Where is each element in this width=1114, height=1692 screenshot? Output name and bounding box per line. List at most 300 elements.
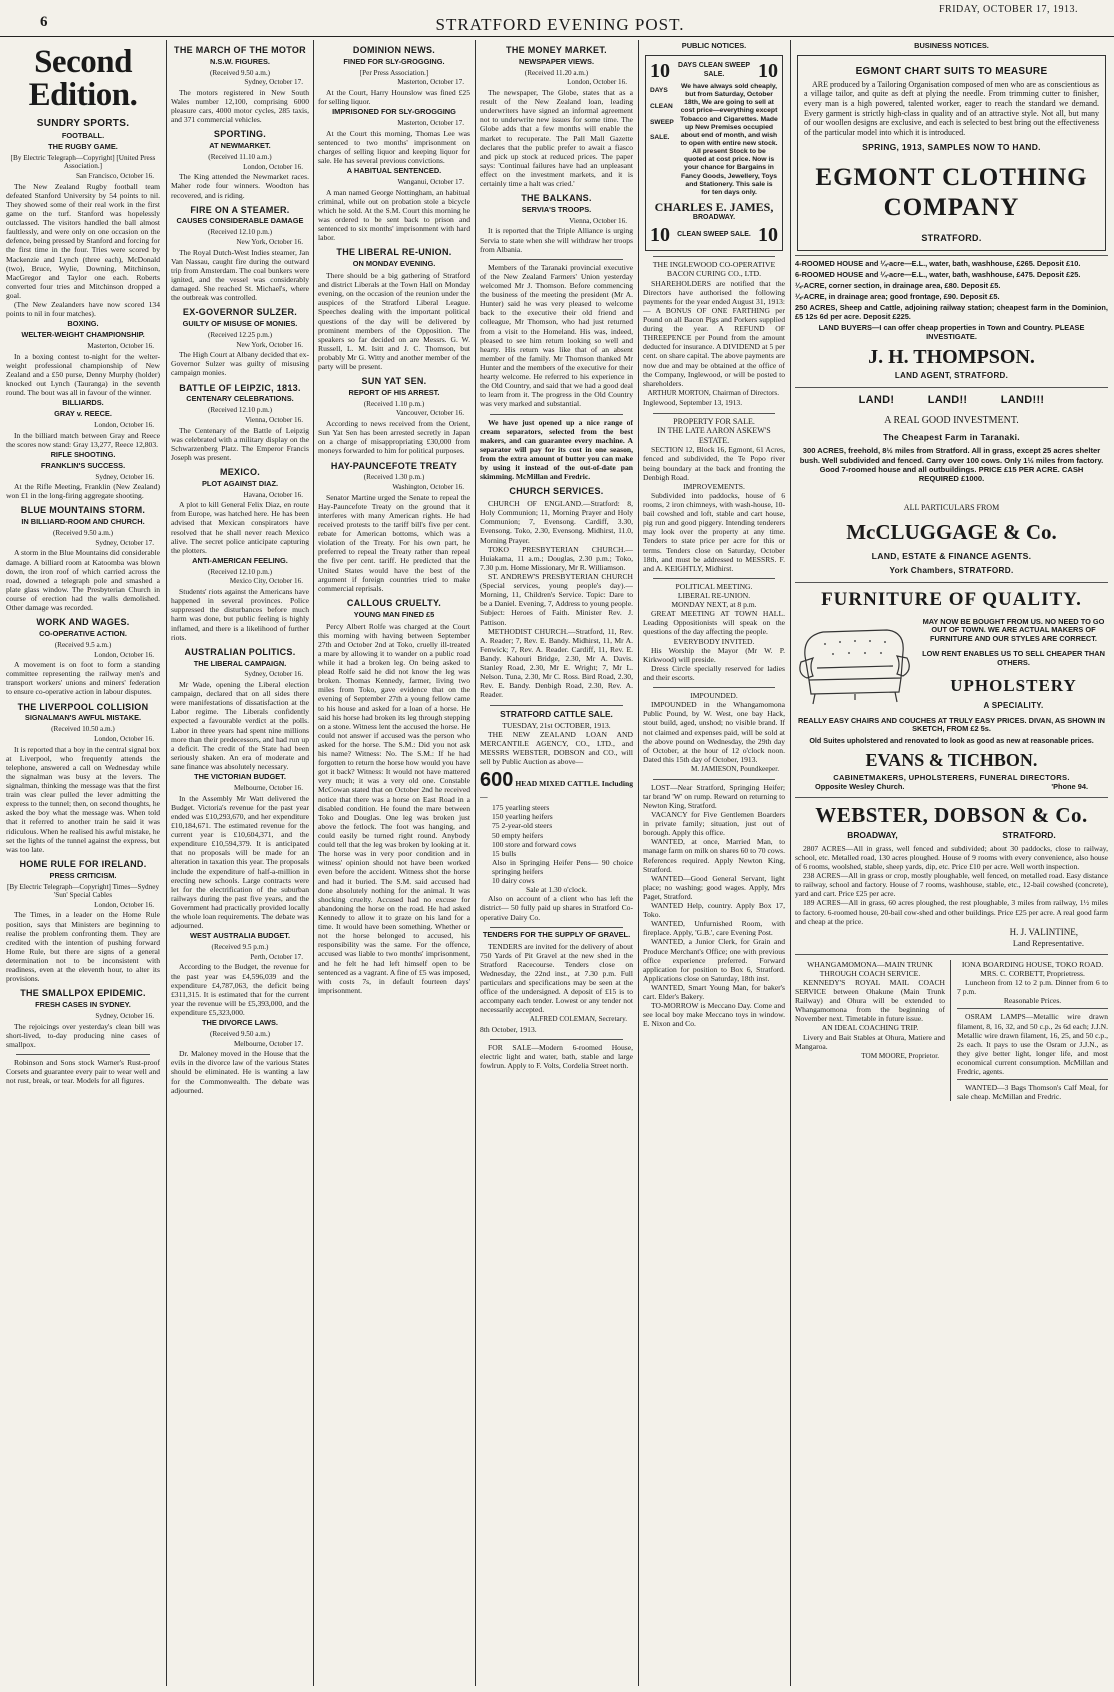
coach-text: KENNEDY'S ROYAL MAIL COACH SERVICE between Ohakune (Main Trunk Railway) and Ohura will be extended to Whangamomona from the beginning of November next. Timetable in future issue. (795, 977, 945, 1024)
habitual-subheading: A HABITUAL SENTENCED. (346, 166, 442, 176)
sale-side-label: SALE. (650, 134, 670, 142)
storm-subheading: IN BILLIARD-ROOM AND CHURCH. (21, 517, 145, 527)
thompson-role: LAND AGENT, STRATFORD. (894, 371, 1009, 381)
business-notices-heading: BUSINESS NOTICES. (914, 41, 989, 50)
dateline: Sydney, October 17. (244, 78, 303, 87)
bacon-date: Inglewood, September 13, 1913. (643, 398, 743, 408)
smallpox-subheading: FRESH CASES IN SYDNEY. (35, 1000, 131, 1010)
divider (653, 687, 775, 688)
classified-ad: WANTED, at once, Married Man, to manage farm on milk on shares 60 to 70 cows. References required. Apply Newton King, Stratford. (643, 837, 785, 874)
classified-ad: WANTED, Smart Young Man, for baker's cart. Elder's Bakery. (643, 983, 785, 1002)
received-line: (Received 9.50 a.m.) (209, 1029, 271, 1038)
sale-top-row (650, 59, 778, 83)
chart-suits-text: ARE produced by a Tailoring Organisation composed of men who are as conscientious as a village tailor, and quite as deft at plying the needle. From trimming cutter to finisher, every man is a high powered, talented worker, eager to reach the standard we demand. Every garment is strictly high-class in quality and of an attractive style. Not all, but many of our woollen designs are exclusive, and each is selected to best bring out the effectiveness of the particular model into which it is introduced. (804, 79, 1099, 137)
coach-ad (795, 960, 951, 1102)
liberal-reunion-heading: THE LIBERAL RE-UNION. (336, 247, 452, 258)
public-notices-heading: PUBLIC NOTICES. (681, 41, 747, 50)
anti-american-subheading: ANTI-AMERICAN FEELING. (192, 555, 288, 565)
mccluggage-subheading: LAND, ESTATE & FINANCE AGENTS. (871, 550, 1032, 561)
mccluggage-name: McCLUGGAGE & Co. (846, 520, 1057, 545)
divider (490, 414, 623, 415)
article-text: According to news received from the Orient, Sun Yat Sen has been arrested secretly in Japan on a charge of misappropriating £30,000 from moneys forwarded to him for political purposes. (318, 419, 470, 456)
church-listing: ST. ANDREW'S PRESBYTERIAN CHURCH (Special services, young people's day).—Morning, 11, Children's Service. Topic: Dare to be a Daniel. Evening, 7, Address to young people. Subject: Heroes of Faith. Minister Rev. J. Pattison. (480, 571, 633, 627)
article-text: Dr. Maloney moved in the House that the evils in the divorce law of the various States should be eliminated. He is wanting a law for the Commonwealth. The debate was adjourned. (171, 1049, 309, 1095)
article-text: At the Court this morning, Thomas Lee was sentenced to two months' imprisonment on charges of selling liquor and keeping liquor for sale. He has several previous convictions. (318, 128, 470, 166)
thompson-name: J. H. THOMPSON. (868, 346, 1035, 369)
received-line: (Received 9.50 a.m.) (52, 529, 114, 538)
hay-pauncefote-heading: HAY-PAUNCEFOTE TREATY (330, 460, 458, 471)
webster-dobson-name: WEBSTER, DOBSON & Co. (815, 802, 1088, 827)
divider (957, 1079, 1108, 1080)
iona-text: Luncheon from 12 to 2 p.m. Dinner from 6 to 7 p.m. (957, 978, 1108, 997)
divider (16, 1054, 150, 1055)
church-listing: CHURCH OF ENGLAND.—Stratford: 8, Holy Communion; 11, Morning Prayer and Holy Communion; 7, Evensong. Cardiff, 3.30, Evensong. Toko, 2.30, Evensong. Midhirst, 11.0, Morning Prayer. (480, 499, 633, 545)
received-line: (Received 9.5 a.m.) (54, 640, 112, 649)
liverpool-subheading: SIGNALMAN'S AWFUL MISTAKE. (24, 713, 142, 723)
article-text: At the Court, Harry Hounslow was fined £25 for selling liquor. (318, 87, 470, 107)
column-rule (638, 40, 639, 1686)
corset-ad: Robinson and Sons stock Warner's Rust-proof Corsets and guarantee every pair to wear well and not rust, break, or tear. Models for all figures. (6, 1057, 160, 1086)
furniture-text: Old Suites upholstered and renovated to look as good as new at reasonable prices. (809, 736, 1094, 746)
classified-ad: WANTED—Good General Servant, light place; no washing; good wages. Apply, Mrs Paget, Stratford. (643, 873, 785, 901)
coach-trip: AN IDEAL COACHING TRIP. (821, 1023, 919, 1033)
dateline: Melbourne, October 17. (233, 1039, 303, 1048)
dateline: London, October 16. (94, 421, 154, 429)
fined-5-subheading: YOUNG MAN FINED £5 (353, 609, 435, 619)
masthead (0, 0, 1114, 37)
sale-side-labels (650, 83, 676, 197)
cattle-item: 75 2-year-old steers (492, 821, 553, 831)
askew-heading: IN THE LATE AARON ASKEW'S ESTATE. (657, 426, 771, 445)
received-line: (Received 1.30 p.m.) (363, 473, 425, 482)
wd-listings (795, 844, 1108, 926)
dateline: New York, October 16. (236, 237, 303, 246)
dateline: Washington, October 16. (392, 483, 464, 491)
mexico-heading: MEXICO. (219, 466, 261, 477)
column-rule (313, 40, 314, 1686)
column-3 (318, 40, 470, 1686)
cattle-sale-time: Sale at 1.30 o'clock. (525, 885, 588, 895)
particulars-line: ALL PARTICULARS FROM (903, 502, 1000, 512)
newspaper-views-subheading: NEWSPAPER VIEWS. (518, 56, 594, 66)
article-text: It is reported that a boy in the central signal box at Liverpool, who frequently attends the telephone, answered a call on Wednesday while the signalman was busy at the levers. The signalman, thinking the message was that the first train was clear pulled the lever admitting the express to the tunnel; then, on second thoughts, he asked the boy what the message was. When told that it referred to another train he said it was ridiculous. When he realised his awful mistake, he set the lights of the tunnel against the express, but was too late. (6, 744, 160, 854)
farm-listing: 2807 ACRES—All in grass, well fenced and subdivided; about 30 paddocks, close to railway, school, etc. Metalled road, 130 acres ploughed. House of 9 rooms with every convenience, also house of 6 rooms, woolshed, stable, sheep yards, dip, etc. Price £10 per acre. Well worth inspection. (795, 843, 1108, 872)
egmont-clothing-ad (797, 55, 1106, 252)
sun-yat-sen-heading: SUN YAT SEN. (361, 376, 427, 387)
farm-listing: 238 ACRES—All in grass or crop, mostly ploughable, well fenced, on metalled road. Easy distance to railway, school and factory. House of 7 rooms, washhouse, stable, etc., 12-bail cowshed (concrete), yard and cart. Price £25 per acre. (795, 871, 1108, 899)
billiards-heading: BILLIARDS. (62, 398, 104, 408)
cattle-list (480, 803, 633, 885)
article-text: In a boxing contest to-night for the welter-weight professional championship of New Zealand and a £50 purse, Denny Murphy (holder) knocked out Lynch (Tauranga) in the seventh round. The bout was all in favour of the winner. (6, 351, 160, 398)
dateline: Wanganui, October 17. (397, 178, 464, 186)
political-date: MONDAY NEXT, at 8 p.m. (671, 600, 757, 610)
dateline: San Francisco, October 16. (75, 172, 154, 181)
coach-heading: WHANGAMOMONA—MAIN TRUNK THROUGH COACH SERVICE. (807, 959, 933, 978)
classified-ad: LOST—Near Stratford, Springing Heifer; tar brand 'W' on rump. Reward on returning to Newton King, Stratford. (643, 782, 785, 810)
farm-listing: 189 ACRES—All in grass, 60 acres ploughed, the rest ploughable, 3 miles from railway, 1½ miles to factory. 6-roomed house, 20-bail cow-shed and other buildings. Price £25 per acre. A real good farm and cheap at the price. (795, 898, 1108, 926)
column-2 (171, 40, 309, 1686)
article-text: In the billiard match between Gray and Reece the scores now stand: Gray 13,277, Reece 12,803. (6, 430, 160, 449)
divider (795, 255, 1108, 256)
cattle-item: 100 store and forward cows (492, 839, 577, 849)
article-text: The New Zealand Rugby football team defeated Stanford University by 54 points to nil. They showed some of their real work in the first game on the turf. Stanford was hopelessly outclassed. The visitors handled the ball almost faultlessly, and were only on one occasion on the defence, being pressed by Stanford and forcing for the first time in the four. Tries were scored by Mackenzie and Lynch (three each), McDonald (two), Bruce, Wylie, Downing, Mitchinson, MacGregor and Taylor one each. Roberts converted four tries and Mitchinson dropped a goal. (6, 181, 160, 300)
impounded-heading: IMPOUNDED. (690, 691, 738, 701)
sale-days-right: 10 (758, 223, 778, 246)
cattle-item: 15 bulls (492, 848, 517, 858)
imprisoned-subheading: IMPRISONED FOR SLY-GROGGING (332, 107, 456, 117)
political-subheading: LIBERAL RE-UNION. (677, 591, 751, 601)
divider (653, 413, 775, 414)
sale-bottom-row (650, 223, 778, 247)
newmarket-subheading: AT NEWMARKET. (209, 141, 271, 151)
dateline: Melbourne, October 16. (233, 784, 303, 793)
column-4 (480, 40, 633, 1686)
received-line: (Received 1.10 p.m.) (363, 399, 425, 408)
divider (653, 256, 775, 257)
property-listing: 250 ACRES, Sheep and Cattle, adjoining railway station; cheapest farm in the Dominion, £5 12s 6d per acre. Deposit £225. (795, 302, 1108, 321)
dateline: Masterton, October 16. (87, 342, 154, 351)
sale-top-label: DAYS CLEAN SWEEP SALE. (677, 62, 751, 78)
evans-contact (795, 783, 1108, 792)
sporting-heading: SPORTING. (213, 129, 267, 140)
property-listing: ¼-ACRE, in drainage area; good frontage, £90. Deposit £5. (795, 292, 1000, 302)
separator-ad: We have just opened up a nice range of cream separators, selected from the best makers, and can guarantee every machine. A separator will pay for its cost in one season, from the extra amount of butter you can make by using it instead of the out-of-date pan skimming. McMillan and Fredric. (480, 417, 633, 482)
church-listing: TOKO PRESBYTERIAN CHURCH.—Huiakama, 11 a.m.; Douglas, 2.30 p.m.; Toko, 7.30 p.m. Home Missionary, Mr R. Williamson. (480, 544, 633, 572)
article-text: The Times, in a leader on the Home Rule position, says that Ministers are beginning to realise the problem confronting them. They are credited with the intention of pushing forward Home Rule, but there are signs of a general determination not to be inconsistent with readiness, even at the eleventh hour, to alter its provisions. (6, 910, 160, 984)
property-listing: LAND BUYERS—I can offer cheap properties in Town and Country. PLEASE INVESTIGATE. (818, 322, 1085, 341)
article-text: The Centenary of the Battle of Leipzig was celebrated with a military display on the Schwarzenberg Platz. The Emperor Francis Joseph was present. (171, 425, 309, 462)
sale-days-left: 10 (650, 223, 670, 246)
wd-representative: Land Representative. (1012, 938, 1084, 948)
impounded-signature: M. JAMIESON, Poundkeeper. (690, 764, 779, 773)
dateline: Sydney, October 17. (95, 538, 154, 547)
cattle-sale-intro: THE NEW ZEALAND LOAN AND MERCANTILE AGENCY, CO., LTD., and MESSRS WEBSTER, DOBSON and CO., will sell by Public Auction as above— (480, 729, 633, 767)
improvements-heading: IMPROVEMENTS. (683, 481, 745, 491)
sale-text: We have always sold cheaply, but from Saturday, October 18th, We are going to sell at cost price—everything except Tobacco and Cigarettes. Made up New Premises occupied about end of month, and wish to open with entire new stock. All present Stock to be quoted at cost price. Now is your chance for Bargains in Fancy Goods, Jewellery, Toys and Stationery. This sale is for ten days only. (680, 82, 778, 196)
upholstery-subheading: A SPECIALITY. (983, 701, 1044, 711)
credit-line: [Per Press Association.] (359, 68, 429, 77)
divider (795, 797, 1108, 798)
furniture-text: MAY NOW BE BOUGHT FROM US. NO NEED TO GO OUT OF TOWN. WE ARE ACTUAL MAKERS OF FURNITURE AND OUR STYLES ARE CORRECT. (922, 616, 1105, 644)
work-subheading: CO-OPERATIVE ACTION. (39, 628, 127, 638)
fire-subheading: CAUSES CONSIDERABLE DAMAGE (176, 216, 304, 226)
furniture-copy (919, 616, 1108, 714)
sale-side-label: SWEEP (650, 118, 674, 126)
homerule-subheading: PRESS CRITICISM. (49, 870, 117, 880)
rugby-heading: THE RUGBY GAME. (48, 141, 118, 151)
dateline: Mexico City, October 16. (229, 577, 303, 586)
dateline: London, October 16. (94, 734, 154, 743)
dateline: Havana, October 16. (243, 490, 303, 499)
tender-signature: ALFRED COLEMAN, Secretary. (529, 1015, 627, 1024)
iona-osram-ads (957, 960, 1108, 1102)
work-heading: WORK AND WAGES. (36, 617, 130, 628)
article-text: In the Assembly Mr Watt delivered the Budget. Victoria's revenue for the past year ended was £10,293,670, and her expenditure £10,184,671. The estimated revenue for the current year is £10,604,371, and the expenditure £10,594,379. It is anticipated that no proposals will be made for an alteration in taxation this year. The proposals include the expenditure of half-a-million in erecting new schools. Large contracts were let for the electrification of the suburban railways during the past five years, and the Government had practically provided locally the whole loan requirements. The debate was adjourned. (171, 793, 309, 931)
cattle-item: Also in Springing Heifer Pens— 90 choice springing heifers (492, 857, 633, 877)
property-heading: PROPERTY FOR SALE. (673, 416, 755, 426)
homerule-heading: HOME RULE FOR IRELAND. (19, 858, 147, 869)
cattle-headline (480, 768, 633, 801)
dateline: New York, October 16. (236, 340, 303, 349)
dateline: Vancouver, October 16. (396, 409, 464, 418)
victorian-budget-subheading: THE VICTORIAN BUDGET. (194, 772, 286, 782)
sale-days-left: 10 (650, 59, 670, 82)
dateline: Vienna, October 16. (569, 216, 627, 225)
newspaper-title: STRATFORD EVENING POST. (435, 15, 685, 34)
divider (490, 705, 623, 706)
political-heading: POLITICAL MEETING. (675, 581, 753, 591)
divider (490, 1039, 623, 1040)
egmont-town: STRATFORD. (921, 232, 982, 243)
money-market-heading: THE MONEY MARKET. (506, 45, 607, 55)
investment-text: 300 ACRES, freehold, 8½ miles from Stratford. All in grass, except 25 acres shelter bush. Well subdivided and fenced. Carry over 100 cows. Only 1½ miles from factory. Good 7-roomed house and all outbuildings. PRICE £15 PER ACRE. CASH REQUIRED £1000. (799, 446, 1104, 483)
article-text: At the Rifle Meeting, Franklin (New Zealand) won £1 in the long-firing aggregate shooting. (6, 482, 160, 501)
evans-phone: 'Phone 94. (1051, 781, 1088, 791)
article-text: There should be a big gathering of Stratford and district Liberals at the Town Hall on Monday evening, on the occasion of the reunion under the auspices of the Stratford Liberal League. Speeches dealing with the important political questions of the day will be delivered by prominent members of the Opposition. The speakers so far decided on are Messrs. G. W. Russell, L. M. Isitt and J. C. Thomson, but probably Mr G. Witty and another member of the party will be present. (318, 270, 470, 372)
article-text: The rejoicings over yesterday's clean bill was short-lived, to-day producing nine cases of smallpox. (6, 1021, 160, 1049)
divider (490, 927, 623, 928)
divider (490, 259, 623, 260)
received-line: (Received 12.10 p.m.) (207, 567, 273, 576)
leipzic-subheading: CENTENARY CELEBRATIONS. (186, 394, 294, 404)
mccluggage-address: York Chambers, STRATFORD. (889, 565, 1014, 575)
arrest-subheading: REPORT OF HIS ARREST. (348, 387, 440, 397)
sale-side-label: CLEAN (650, 102, 673, 110)
furniture-heading: FURNITURE OF QUALITY. (821, 588, 1082, 610)
tender-date: 8th October, 1913. (480, 1025, 537, 1035)
received-line: (Received 12.10 p.m.) (207, 228, 273, 237)
divider (653, 779, 775, 780)
political-text: GREAT MEETING AT TOWN HALL. Leading Oppositionists will speak on the questions of the day affecting the people. (643, 609, 785, 637)
storm-heading: BLUE MOUNTAINS STORM. (20, 505, 146, 516)
furniture-text: LOW RENT ENABLES US TO SELL CHEAPER THAN OTHERS. (922, 649, 1105, 668)
wd-town: STRATFORD. (1002, 829, 1056, 840)
askew-text: Subdivided into paddocks, house of 6 rooms, 2 iron chimneys, with wash-house, 10-bail cowshed and loft, stable and cart house, pig run and good piggery. Intending tenderers may look over the property at any time. Tenders to state price per acre for this or terms. Tenders close on Saturday, October 18th, and must be addressed to MESSRS. F. and A. KEIGHTLY, Midhirst. (643, 490, 785, 573)
column-rule (475, 40, 476, 1686)
leipzic-heading: BATTLE OF LEIPZIC, 1813. (179, 382, 301, 393)
egmont-name: EGMONT CLOTHING (815, 163, 1088, 191)
cattle-item: 50 empty heifers (492, 830, 544, 840)
servia-subheading: SERVIA'S TROOPS. (521, 204, 592, 214)
article-text: Senator Martine urged the Senate to repeal the Hay-Pauncefote Treaty on the ground that it interferes with many American rights. He had received protests to the tariff bill's five per cent. rebate for American bottoms, which was a violation of the Treaty. For his own part, he preferred to repeal the Treaty rather than repeal the five per cent. tariff. He predicted that the United States would have the best of the argument if foreign countries tried to make commercial reprisals. (318, 492, 470, 593)
thompson-listings (795, 260, 1108, 341)
spring-samples: SPRING, 1913, SAMPLES NOW TO HAND. (862, 142, 1041, 153)
investment-subheading: The Cheapest Farm in Taranaki. (883, 432, 1020, 443)
property-listing: ¼-ACRE, corner section, in drainage area, £80. Deposit £5. (795, 281, 1001, 291)
article-text: Members of the Taranaki provincial executive of the New Zealand Farmers' Union yesterday welcomed Mr J. Thomson. Before commencing the business of the meeting the president (Mr A. Hunter) said he was very pleased to welcome back to the executive their old friend and colleague, Mr Thomson, who had just returned from a visit to the Homeland. His was, indeed, pleased to see him return looking so well and hearty. His return was like that of an absent member of the family. Mr Thomson thanked Mr Hunter and the members of the executive for their hearty welcome. He referred to his experience in the Old Country, and said that we had a good deal to learn from it. The progress in the Old Country was very marked and substantial. (480, 262, 633, 409)
egmont-company: COMPANY (883, 193, 1020, 221)
article-text: Students' riots against the Americans have happened in several provinces. Police suppressed the disturbances before much harm was done, but public feeling is highly inflamed, and there is a likelihood of further riots. (171, 587, 309, 642)
dateline: Vienna, October 16. (245, 415, 303, 424)
sulzer-subheading: GUILTY OF MISUSE OF MONIES. (182, 319, 298, 329)
rifle-heading: RIFLE SHOOTING. (50, 449, 116, 459)
received-line: (Received 10.50 a.m.) (51, 725, 115, 734)
classified-ad: TO-MORROW is Meccano Day. Come and see local boy make Meccano toys in window. E. Nixon and Co. (643, 1001, 785, 1029)
fined-subheading: FINED FOR SLY-GROGGING. (343, 56, 445, 66)
received-line: (Received 11.10 a.m.) (208, 153, 272, 162)
column-1 (6, 40, 160, 1686)
wd-signature: H. J. VALINTINE, (1009, 926, 1078, 937)
for-sale-ad: FOR SALE—Modern 6-roomed House, electric light and water, bath, stable and large fowlrun. Apply to F. Volts, Cordelia Street north. (480, 1043, 633, 1071)
upholstery-heading: UPHOLSTERY (950, 675, 1077, 695)
received-line: (Received 9.50 a.m.) (209, 68, 271, 77)
divorce-subheading: THE DIVORCE LAWS. (202, 1018, 278, 1028)
classified-ad: WANTED Help, country. Apply Box 17, Toko. (643, 901, 785, 920)
wd-street: BROADWAY, (847, 829, 898, 840)
bacon-heading: THE INGLEWOOD CO-OPERATIVE BACON CURING CO., LTD. (652, 259, 776, 279)
article-text: The High Court at Albany decided that ex-Governor Sulzer was guilty of misusing campaign monies. (171, 350, 309, 378)
divider (795, 954, 1108, 955)
furniture-text: REALLY EASY CHAIRS AND COUCHES AT TRULY EASY PRICES. DIVAN, AS SHOWN IN SKETCH, FROM £2 5s. (797, 715, 1106, 734)
sulzer-heading: EX-GOVERNOR SULZER. (182, 307, 298, 318)
church-services-heading: CHURCH SERVICES. (509, 486, 604, 497)
credit-line: [By Electric Telegraph—Copyright] [United Press Association.] (10, 153, 156, 171)
article-text: A storm in the Blue Mountains did considerable damage. A billiard room at Katoomba was blown down, the iron roof of which carried across the road, downed a telegraph pole and smashed a plate glass window. The Presbyterian Church in course of erection had the walls demolished. Other damage was recorded. (6, 548, 160, 613)
article-text: The motors registered in New South Wales number 12,100, comprising 6000 pleasure cars, 4000 motor cycles, 285 taxis, and 371 commercial vehicles. (171, 87, 309, 125)
political-text: His Worship the Mayor (Mr W. P. Kirkwood) will preside. (643, 645, 785, 664)
australian-politics-heading: AUSTRALIAN POLITICS. (184, 646, 296, 657)
askew-text: SECTION 12, Block 16, Egmont, 61 Acres, fenced and subdivided, the Te Popo river being boundary at the back and fronting the Denbigh Road. (643, 445, 785, 482)
dateline: Masterton, October 17. (397, 119, 464, 128)
iona-heading: IONA BOARDING HOUSE, TOKO ROAD. (961, 959, 1104, 969)
dateline: London, October 16. (94, 900, 154, 909)
cattle-item: 10 dairy cows (492, 876, 535, 886)
evans-subheading: CABINETMAKERS, UPHOLSTERERS, FUNERAL DIRECTORS. (833, 772, 1070, 782)
tender-heading: TENDERS FOR THE SUPPLY OF GRAVEL. (482, 929, 631, 939)
james-name: CHARLES E. JAMES, (654, 200, 774, 215)
cattle-sale-heading: STRATFORD CATTLE SALE. (500, 708, 613, 719)
article-text: It is reported that the Triple Alliance is urging Servia to state when she will withdraw her troops from Albania. (480, 226, 633, 254)
franklin-heading: FRANKLIN'S SUCCESS. (40, 460, 126, 470)
gray-reece-heading: GRAY v. REECE. (54, 409, 112, 419)
issue-date: FRIDAY, OCTOBER 17, 1913. (938, 4, 1078, 15)
received-line: (Received 12.10 p.m.) (207, 406, 273, 415)
dateline: London, October 16. (94, 650, 154, 659)
cattle-sale-date: TUESDAY, 21st OCTOBER, 1913. (502, 720, 611, 730)
sale-bottom-label: CLEAN SWEEP SALE. (677, 230, 751, 238)
classified-ad: VACANCY for Five Gentlemen Boarders in private family; situation, just out of borough. Apply this office. (643, 809, 785, 838)
tender-text: TENDERS are invited for the delivery of about 750 Yards of Pit Gravel at the new shed in the Stratford Racecourse. Tenders close on Wednesday, the 22nd inst., at 7.30 p.m. Full particulars and specifications may be seen at the office of the undersigned. A deposit of £15 is to accompany each tender. Lowest or any tender not necessarily accepted. (480, 941, 633, 1015)
dateline: Masterton, October 17. (397, 78, 464, 87)
webster-dobson-address (795, 830, 1108, 840)
fire-heading: FIRE ON A STEAMER. (190, 204, 290, 215)
mexico-subheading: PLOT AGAINST DIAZ. (201, 478, 279, 488)
clean-sweep-ad (645, 55, 783, 251)
cattle-sale-note: Also on account of a client who has left the district— 50 fully paid up shares in Stratford Co-operative Dairy Co. (480, 894, 633, 922)
impounded-text: IMPOUNDED in the Whangamomona Public Pound, by W. West, one bay Hack, stout build, aged, unshod; no visible brand. If not claimed and expenses paid, will be sold at the above pound on Wednesday, the 29th day of October, at the hour of 12 o'clock noon. Dated this 15th day of October, 1913. (643, 700, 785, 764)
dateline: London, October 16. (243, 162, 303, 171)
iona-owner: MRS. C. CORBETT, Proprietress. (980, 969, 1085, 978)
evans-name: EVANS & TICHBON. (865, 749, 1038, 770)
classified-ad: WANTED, Unfurnished Room, with fireplace. Apply, 'G.B.', care Evening Post. (643, 919, 785, 938)
divider (795, 582, 1108, 583)
property-listing: 4-ROOMED HOUSE and ¼-acre—E.L., water, bath, washhouse, £265. Deposit £10. (795, 259, 1081, 269)
dateline: Sydney, October 16. (244, 670, 303, 679)
calf-meal-ad: WANTED—3 Bags Thomson's Calf Meal, for sale cheap. McMillan and Fredric. (957, 1083, 1108, 1102)
political-invite: EVERYBODY INVITED. (673, 636, 755, 646)
callous-cruelty-heading: CALLOUS CRUELTY. (346, 597, 442, 608)
received-line: (Received 11.20 a.m.) (524, 68, 589, 77)
classified-ad: WANTED, a Junior Clerk, for Grain and Produce Merchant's Office; one with previous office experience preferred. Forward application for position to Box 6, Stratford. Applications close on Saturday, 18th inst. (643, 937, 785, 983)
investment-heading: A REAL GOOD INVESTMENT. (884, 415, 1019, 427)
article-text: A movement is on foot to form a standing committee representing the railway men's and transport workers' unions and miners' federation to ensure co-operative action in labour disputes. (6, 660, 160, 697)
welter-heading: WELTER-WEIGHT CHAMPIONSHIP. (21, 330, 145, 340)
article-text: The King attended the Newmarket races. Maher rode four winners. Woodton has recovered, and is riding. (171, 172, 309, 200)
article-text: (The New Zealanders have now scored 134 points to nil in four matches). (6, 300, 160, 319)
column-6 (795, 40, 1108, 1686)
cattle-count: 600 (480, 769, 514, 792)
sale-body (650, 83, 778, 197)
boxing-heading: BOXING. (67, 319, 99, 329)
article-text: A man named George Nottingham, an habitual criminal, while out on probation stole a bicycle which he sold. At the S.M. Court this morning he was ordered to be sent back to prison and sentenced to six months' imprisonment with hard labor. (318, 187, 470, 243)
evans-address: Opposite Wesley Church. (815, 781, 905, 791)
sale-side-label: DAYS (650, 86, 668, 94)
monday-subheading: ON MONDAY EVENING. (352, 259, 436, 269)
motor-subheading: N.S.W. FIGURES. (210, 56, 270, 66)
bacon-signature: ARTHUR MORTON, Chairman of Directors. (647, 388, 779, 397)
dateline: Perth, October 17. (250, 952, 303, 961)
liverpool-heading: THE LIVERPOOL COLLISION (17, 701, 149, 712)
article-text: A plot to kill General Felix Diaz, en route from Europe, was hatched here. He has been advised that Mexican conspirators have resolved that he shall never reach Mexico alive. The secret police anticipate capturing the plotters. (171, 500, 309, 555)
dominion-news-heading: DOMINION NEWS. (352, 45, 436, 55)
land-cry: LAND! LAND!! LAND!!! (858, 394, 1045, 407)
column-5 (643, 40, 785, 1686)
cattle-head-label: HEAD MIXED CATTLE. Including— (480, 779, 633, 802)
sale-days-right: 10 (758, 59, 778, 82)
coach-text: Livery and Bait Stables at Ohura, Matiere and Mangaroa. (795, 1032, 945, 1051)
james-street: BROADWAY. (692, 214, 736, 222)
football-heading: FOOTBALL. (61, 131, 105, 140)
column-rule (790, 40, 791, 1686)
divan-sketch-icon (795, 618, 913, 710)
chart-suits-heading: EGMONT CHART SUITS TO MEASURE (855, 65, 1048, 77)
furniture-ad (795, 616, 1108, 714)
article-text: Percy Albert Rolfe was charged at the Court this morning with having between September 27th and October 2nd at Toko, cruelly ill-treated a mare by allowing it to wander on a public road while it had a broken leg. On being asked to plead Rolfe said he did not know the leg was broken. Thomas Kennedy, farmer, living two miles from Toko, gave evidence that on the evening of September 27th a young fellow came to his house and asked for a loan of a horse. He said his horse had broken its leg through stepping on a stone. Witness lent the accused the horse. He could not answer if accused was the person who asked for the horse. The S.M.: Did you not ask his name? Witness: No. The S.M.: If he had forgotten to return the horse how would you have got it back? Witness: It would not have mattered very much; it was a very old one. Constable McCowan stated that on October 2nd he received notice that there was a horse on East Road in a disabled condition. He found the mare between Toko and Douglas. One leg was broken just above the fetlock. The foot was hanging, and could easily be turned right round. Anybody could tell that the leg was broken by looking at it. The horse was in very poor condition and in witness' opinion should not have been worked even before the accident. Witness shot the horse and had it buried. The S.M. said accused had done absolutely nothing for the animal. It was shocking cruelty. Accused had no excuse for abandoning the horse on the road. He had asked Kennedy to allow it to graze on his land for a time. It would have been something. Whether or not the horse belonged to accused, his responsibility was the same. For the offence, accused was liable to two months' imprisonment, and he felt he had left himself open to be sentenced as a vagrant. A fine of £5 was imposed, with costs 7s, in default fourteen days' imprisonment. (318, 621, 470, 995)
received-line: (Received 9.5 p.m.) (211, 943, 269, 952)
bacon-text: SHAREHOLDERS are notified that the Directors have authorised the following payments for the year ended August 31, 1913:— A BONUS OF ONE FARTHING per Pound on all Bacon Pigs and Porkers supplied during the year. A REFUND OF THREEPENCE per Pound from the amount deducted for insurance. A DIVIDEND at 5 per cent. on share capital. The above payments are now due and may be obtained at the office of the Company, Inglewood, or will be posted to shareholders. (643, 278, 785, 388)
dateline: London, October 16. (567, 78, 627, 87)
cattle-item: 150 yearling heifers (492, 812, 553, 822)
article-text: The newspaper, The Globe, states that as a result of the New Zealand loan, leading underwriters have signed an informal agreement not to underwrite new issues for some time. The Globe adds that a few months will enable the market to recuperate. The Pall Mall Gazette declares that the public prefer to await a fiasco and pick up stock at reduced prices. The paper says: 'Continual failures have had an unpleasant effect on the investment markets, and it is certainly time a halt was cried.' (480, 87, 633, 189)
article-text: Mr Wade, opening the Liberal election campaign, declared that on all sides there were manifestations of dissatisfaction at the Labor regime. The Liberals confidently expected a favourable verdict at the polls. Labor in three years had spent nine millions more than their predecessors, and had run up a deficit. The credit of the State had been seriously shaken. An era of moderate and sane finance was absolutely necessary. (171, 680, 309, 772)
balkans-heading: THE BALKANS. (521, 193, 592, 204)
osram-ad: OSRAM LAMPS—Metallic wire drawn filament, 8, 16, 32, and 50 c.p., 2s 6d each; J.J.N. Metallic wire drawn filament, 16, 25, and 50 c.p., 2s each. It pays to use the Osram or J.J.N., as they give better light, longer life, and most economical current consumption. McMillan and Fredric, agents. (957, 1012, 1108, 1077)
dateline: Sydney, October 16. (95, 1011, 154, 1020)
page-number: 6 (40, 14, 48, 30)
coach-signature: TOM MOORE, Proprietor. (861, 1051, 939, 1060)
article-text: The Royal Dutch-West Indies steamer, Jan Van Nassau, caught fire during the outward trip from Amsterdam. The coal bunkers were ignited, and the vessel was considerably damaged. She reached St. Michael's, where the outbreak was controlled. (171, 247, 309, 303)
divider (795, 387, 1108, 388)
property-listing: 6-ROOMED HOUSE and ¼-acre—E.L., water, bath, washhouse, £475. Deposit £25. (795, 270, 1081, 280)
divider (957, 1008, 1108, 1009)
received-line: (Received 12.25 p.m.) (207, 330, 273, 339)
second-edition-heading: Second Edition. (28, 44, 138, 113)
wa-budget-subheading: WEST AUSTRALIA BUDGET. (189, 931, 291, 941)
political-text: Dress Circle specially reserved for ladies and their escorts. (643, 663, 785, 682)
credit-line: [By Electric Telegraph—Copyright] Times—Sydney 'Sun' Special Cables (6, 882, 160, 900)
liberal-campaign-subheading: THE LIBERAL CAMPAIGN. (193, 658, 287, 668)
smallpox-heading: THE SMALLPOX EPIDEMIC. (20, 988, 146, 999)
article-text: According to the Budget, the revenue for the past year was £4,596,039 and the expenditure £4,787,063, the deficit being £311,315. It is estimated that for the current year the revenue will be £5,393,000, and the expenditure £5,323,000. (171, 962, 309, 1017)
sundry-sports-heading: SUNDRY SPORTS. (36, 118, 130, 129)
dateline: Sydney, October 16. (95, 472, 154, 481)
column-rule (166, 40, 167, 1686)
motor-heading: THE MARCH OF THE MOTOR (174, 45, 306, 55)
church-listing: METHODIST CHURCH.—Stratford, 11, Rev. A. Reader; 7, Rev. E. Bandy. Midhirst, 11, Mr A. Fenwick; 7, Rev. A. Reader. Cardiff, 11, Rev. E. Bandy. Kahouri Bridge, 2.30, Mr A. Davis. Stanley Road, 2.30, Mr E. Wright; 7, Mr L. Nelson. Tuna, 2.30, Mr C. Ross. Bird Road, 2.30, Rev. E. Bandy. Denbigh Road, 2.30, Rev. A. Reader. (480, 626, 633, 700)
iona-prices: Reasonable Prices. (1003, 996, 1062, 1006)
cattle-item: 175 yearling steers (492, 803, 550, 813)
bottom-ads (795, 960, 1108, 1102)
